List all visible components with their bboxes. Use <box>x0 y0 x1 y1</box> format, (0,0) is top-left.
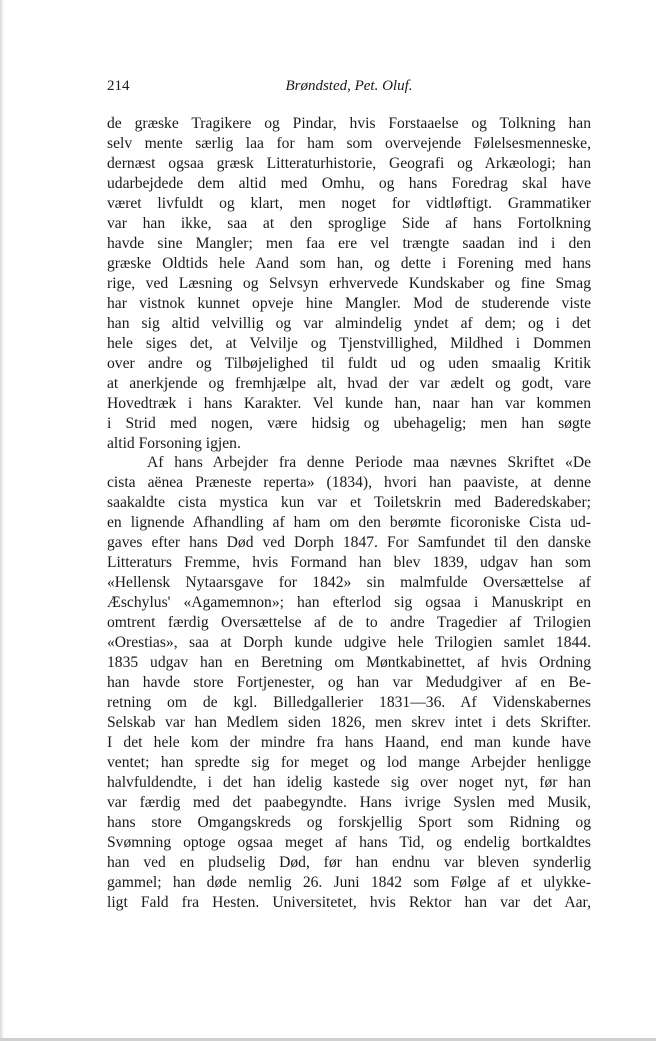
text-line: saakaldte cista mystica kun var et Toiletskrin med Baderedskaber; <box>107 494 591 512</box>
text-line: hele siges det, at Velvilje og Tjenstvillighed, Mildhed i Dommen <box>107 334 591 352</box>
text-line: hans store Omgangskreds og forskjellig Sport som Ridning og <box>107 813 591 831</box>
text-line: Æschylus' «Agamemnon»; han efterlod sig ogsaa i Manuskript en <box>107 594 591 612</box>
text-line: I det hele kom der mindre fra hans Haand, end man kunde have <box>107 734 591 752</box>
text-line: halvfuldendte, i det han idelig kastede sig over noget nyt, før han <box>107 773 591 791</box>
text-line: græske Oldtids hele Aand som han, og dette i Forening med hans <box>107 254 591 272</box>
text-line: har vistnok kunnet opveje hine Mangler. Mod de studerende viste <box>107 294 591 312</box>
page-edge-shadow <box>0 0 4 1041</box>
text-line: var han ikke, saa at den sproglige Side af hans Fortolkning <box>107 214 591 232</box>
text-line: han ved en pludselig Død, før han endnu var bleven synderlig <box>107 853 591 871</box>
text-line: var færdig med det paabegyndte. Hans ivrige Syslen med Musik, <box>107 793 591 811</box>
text-line: ventet; han spredte sig for meget og lod mange Arbejder henligge <box>107 754 591 771</box>
text-line: altid Forsoning igjen. <box>107 434 241 452</box>
page-number: 214 <box>107 78 130 94</box>
text-line: han havde store Fortjenester, og han var Medudgiver af en Be- <box>107 674 591 692</box>
text-line: gaves efter hans Død ved Dorph 1847. For Samfundet til den danske <box>107 534 591 552</box>
text-line: Af hans Arbejder fra denne Periode maa nævnes Skriftet «De <box>147 454 591 472</box>
text-line: ligt Fald fra Hesten. Universitetet, hvis Rektor han var det Aar, <box>107 893 591 911</box>
page-header <box>107 78 591 100</box>
text-line: udarbejdede dem altid med Omhu, og hans Foredrag skal have <box>107 174 591 192</box>
text-line: «Orestias», saa at Dorph kunde udgive hele Trilogien samlet 1844. <box>107 634 591 652</box>
text-line: omtrent færdig Oversættelse af de to andre Tragedier af Trilogien <box>107 614 591 632</box>
text-line: Selskab var han Medlem siden 1826, men skrev intet i dets Skrifter. <box>107 714 591 732</box>
text-line: han sig altid velvillig og var almindelig yndet af dem; og i det <box>107 314 591 332</box>
running-head: Brøndsted, Pet. Oluf. <box>285 78 413 94</box>
text-line: i Strid med nogen, være hidsig og ubehagelig; men han søgte <box>107 414 591 432</box>
text-line: cista aënea Præneste reperta» (1834), hvori han paaviste, at denne <box>107 474 591 492</box>
text-line: gammel; han døde nemlig 26. Juni 1842 som Følge af et ulykke- <box>107 873 591 891</box>
text-line: retning om de kgl. Billedgallerier 1831—36. Af Videnskabernes <box>107 694 591 712</box>
text-line: dernæst ogsaa græsk Litteraturhistorie, Geografi og Arkæologi; han <box>107 154 591 172</box>
text-line: Svømning optoge ogsaa meget af hans Tid, og endelig bortkaldtes <box>107 833 591 851</box>
text-line: selv mente særlig laa for ham som overvejende Følelsesmenneske, <box>107 134 591 152</box>
text-line: over andre og Tilbøjelighed til fuldt ud og uden smaalig Kritik <box>107 354 591 372</box>
text-line: en lignende Afhandling af ham om den berømte ficoroniske Cista ud- <box>107 514 591 532</box>
text-line: de græske Tragikere og Pindar, hvis Forstaaelse og Tolkning han <box>107 115 591 132</box>
text-line: at anerkjende og fremhjælpe alt, hvad der var ædelt og godt, vare <box>107 374 591 392</box>
text-line: 1835 udgav han en Beretning om Møntkabinettet, af hvis Ordning <box>107 654 591 672</box>
body-text <box>107 114 591 913</box>
text-line: Hovedtræk i hans Karakter. Vel kunde han, naar han var kommen <box>107 394 591 412</box>
text-line: Litteraturs Fremme, hvis Formand han blev 1839, udgav han som <box>107 554 591 572</box>
text-line: havde sine Mangler; men faa ere vel trængte saadan ind i den <box>107 234 591 252</box>
text-line: været livfuldt og klart, men noget for vidtløftigt. Grammatiker <box>107 194 591 212</box>
text-line: rige, ved Læsning og Selvsyn erhvervede Kundskaber og fine Smag <box>107 274 591 292</box>
text-line: «Hellensk Nytaarsgave for 1842» sin malmfulde Oversættelse af <box>107 574 591 592</box>
